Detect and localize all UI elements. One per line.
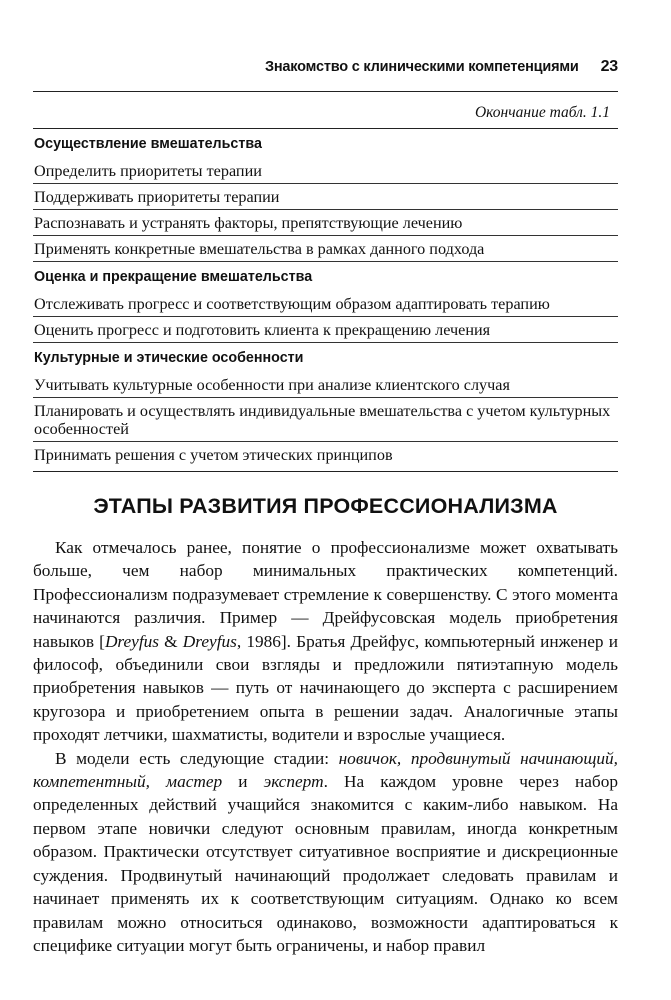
table-caption: Окончание табл. 1.1 [474, 104, 610, 121]
paragraph: Как отмечалось ранее, понятие о профессионализме может охватывать больше, чем набор минимальных практических компетенций. Профессионализм подразумевает стремление к совершенству. С этого момента начинаются различия. Пример — Дрейфусовская модель приобретения навыков [Dreyfus & Dreyfus, 1986]. Братья Дрейфус, компьютерный инженер и философ, объединили свои взгляды и предложили пятиэтапную модель приобретения навыков — путь от начинающего до эксперта с расширением кругозора и приобретением опыта в решении задач. Аналогичные этапы проходят летчики, шахматисты, водители и взрослые учащиеся. [33, 538, 618, 745]
citation-author: Dreyfus [182, 631, 237, 651]
table-group-heading: Оценка и прекращение вмешательства [34, 269, 313, 285]
table-group-heading: Культурные и этические особенности [34, 350, 304, 366]
table-bottom-rule [33, 471, 618, 472]
running-head [0, 58, 618, 76]
running-title: Знакомство с клиническими компетенциями [264, 59, 579, 75]
stage-expert: эксперт [263, 772, 324, 792]
table-row: Поддерживать приоритеты терапии [33, 184, 618, 210]
table-row: Применять конкретные вмешательства в рамках данного подхода [33, 236, 618, 262]
citation-author: Dreyfus [104, 631, 160, 651]
body-text [33, 536, 618, 957]
page-number: 23 [600, 58, 618, 75]
table-row: Оценить прогресс и подготовить клиента к прекращению лечения [33, 317, 618, 343]
table-row: Определить приоритеты терапии [33, 158, 618, 184]
section-title: ЭТАПЫ РАЗВИТИЯ ПРОФЕССИОНАЛИЗМА [93, 494, 558, 518]
table-row: Планировать и осуществлять индивидуальные вмешательства с учетом культурных особенностей [33, 398, 618, 442]
table-row: Отслеживать прогресс и соответствующим образом адаптировать терапию [33, 291, 618, 317]
paragraph: В модели есть следующие стадии: новичок, продвинутый начинающий, компетентный, мастер и эксперт. На каждом уровне через набор определенных действий учащийся знакомится с каким-либо навыком. На первом этапе новички следуют основным правилам, иногда конкретным образом. Практически отсутствует ситуативное восприятие и дискреционные суждения. Продвинутый начинающий продолжает следовать правилам и начинает применять их к соответствующим ситуациям. Однако ко всем правилам можно относиться одинаково, возможности адаптироваться к специфике ситуации могут быть ограничены, и набор правил [33, 748, 618, 955]
stage-list: новичок, продвинутый начинающий, компетентный, мастер [33, 748, 618, 792]
table-row: Учитывать культурные особенности при анализе клиентского случая [33, 372, 618, 398]
table-group-heading: Осуществление вмешательства [34, 136, 262, 152]
table-row: Принимать решения с учетом этических принципов [34, 446, 393, 464]
header-rule [33, 91, 618, 92]
table-row: Распознавать и устранять факторы, препятствующие лечению [33, 210, 618, 236]
competency-table [33, 132, 618, 467]
table-top-rule [33, 128, 618, 129]
